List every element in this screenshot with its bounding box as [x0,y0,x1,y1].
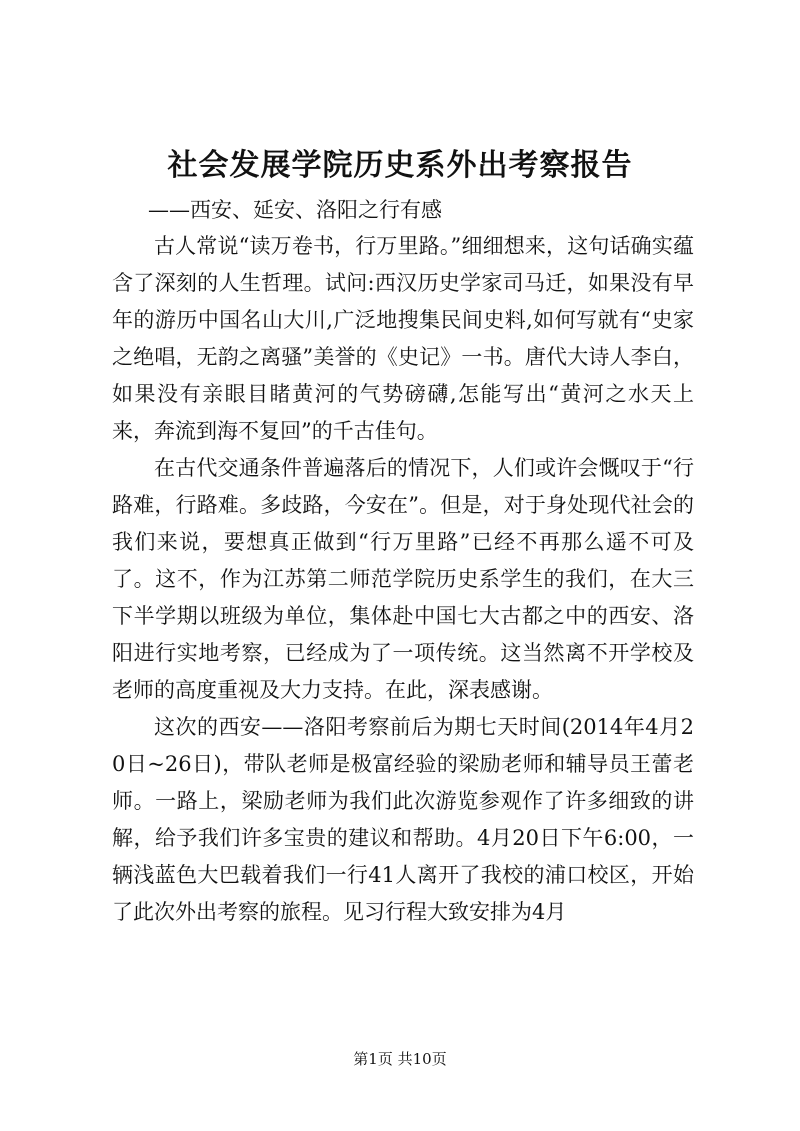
document-title: 社会发展学院历史系外出考察报告 [167,148,633,183]
paragraph-3: 这次的西安——洛阳考察前后为期七天时间(2014年4月20日~26日)，带队老师是极富经验的梁励老师和辅导员王蕾老师。一路上，梁励老师为我们此次游览参观作了许多细致的讲解，给予我们许多宝贵的建议和帮助。4月20日下午6:00，一辆浅蓝色大巴载着我们一行41人离开了我校的浦口校区，开始了此次外出考察的旅程。见习行程大致安排为4月 [112,715,694,924]
paragraph-1: 古人常说“读万卷书，行万里路。”细细想来，这句话确实蕴含了深刻的人生哲理。试问:西汉历史学家司马迁，如果没有早年的游历中国名山大川,广泛地搜集民间史料,如何写就有“史家之绝唱，无韵之离骚”美誉的《史记》一书。唐代大诗人李白，如果没有亲眼目睹黄河的气势磅礴,怎能写出“黄河之水天上来，奔流到海不复回”的千古佳句。 [112,234,694,443]
paragraph-2: 在古代交通条件普遍落后的情况下，人们或许会慨叹于“行路难，行路难。多歧路，今安在”。但是，对于身处现代社会的我们来说，要想真正做到“行万里路”已经不再那么遥不可及了。这不，作为江苏第二师范学院历史系学生的我们，在大三下半学期以班级为单位，集体赴中国七大古都之中的西安、洛阳进行实地考察，已经成为了一项传统。这当然离不开学校及老师的高度重视及大力支持。在此，深表感谢。 [112,456,694,702]
document-subtitle: ——西安、延安、洛阳之行有感 [148,198,442,222]
page-number-footer: 第1页 共10页 [353,1050,447,1068]
document-body [112,228,694,931]
